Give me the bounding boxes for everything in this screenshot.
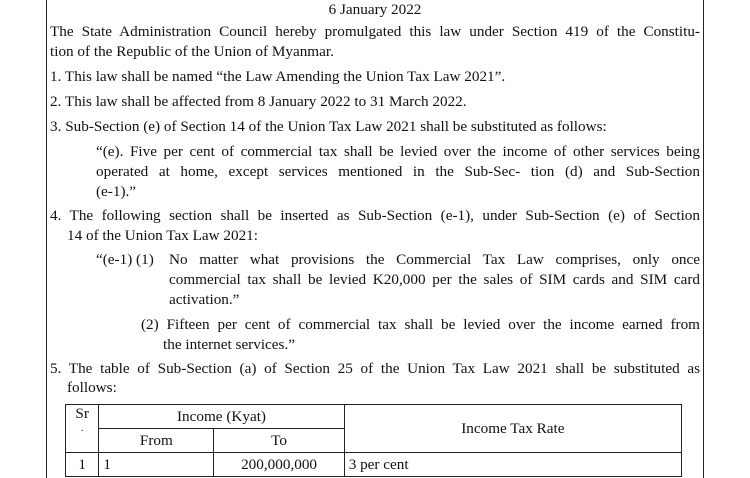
item-1: 1. This law shall be named “the Law Amending the Union Tax Law 2021”. bbox=[50, 68, 506, 85]
item-5-line-2: follows: bbox=[67, 379, 117, 396]
to-header: To bbox=[214, 429, 344, 453]
table-cell-sr: 1 bbox=[66, 453, 99, 477]
preamble-line-2: tion of the Republic of the Union of Myanmar. bbox=[50, 43, 334, 60]
income-tax-rate-header: Income Tax Rate bbox=[344, 405, 681, 453]
from-header: From bbox=[99, 429, 214, 453]
item-5-line-1: 5. The table of Sub-Section (a) of Section 25 of the Union Tax Law 2021 shall be substituted as bbox=[50, 360, 700, 377]
document-date: 6 January 2022 bbox=[328, 1, 422, 18]
subsection-e1-line-3: activation.” bbox=[169, 291, 240, 308]
item-4-line-2: 14 of the Union Tax Law 2021: bbox=[67, 227, 258, 244]
subsection-e1-line-1: No matter what provisions the Commercial Tax Law comprises, only once bbox=[169, 251, 700, 268]
item-2: 2. This law shall be affected from 8 January 2022 to 31 March 2022. bbox=[50, 93, 467, 110]
table-row bbox=[66, 453, 682, 477]
item-3-quote-line-2: operated at home, except services mentioned in the Sub-Sec- tion (d) and Sub-Section bbox=[96, 163, 700, 180]
income-header: Income (Kyat) bbox=[99, 405, 344, 429]
item-3-quote-line-1: “(e). Five per cent of commercial tax shall be levied over the income of other services being bbox=[96, 143, 700, 160]
table-cell-from: 1 bbox=[99, 453, 214, 477]
item-4-line-1: 4. The following section shall be inserted as Sub-Section (e-1), under Sub-Section (e) of Section bbox=[50, 207, 700, 224]
item-3: 3. Sub-Section (e) of Section 14 of the Union Tax Law 2021 shall be substituted as follows: bbox=[50, 118, 607, 135]
item-3-quote-line-3: (e-1).” bbox=[96, 183, 137, 200]
sr-header: Sr . bbox=[66, 405, 99, 453]
preamble-line-1: The State Administration Council hereby promulgated this law under Section 419 of the Constitu- bbox=[50, 23, 700, 40]
subsection-e2-line-1: (2) Fifteen per cent of commercial tax shall be levied over the income earned from bbox=[141, 316, 700, 333]
sr-dot: . bbox=[80, 423, 84, 434]
subsection-e1-label: “(e-1) (1) bbox=[96, 251, 154, 268]
subsection-e1-line-2: commercial tax shall be levied K20,000 per the sales of SIM cards and SIM card bbox=[169, 271, 700, 288]
table-cell-rate: 3 per cent bbox=[344, 453, 681, 477]
income-tax-table bbox=[65, 404, 682, 477]
subsection-e2-line-2: the internet services.” bbox=[163, 336, 295, 353]
table-cell-to: 200,000,000 bbox=[214, 453, 344, 477]
